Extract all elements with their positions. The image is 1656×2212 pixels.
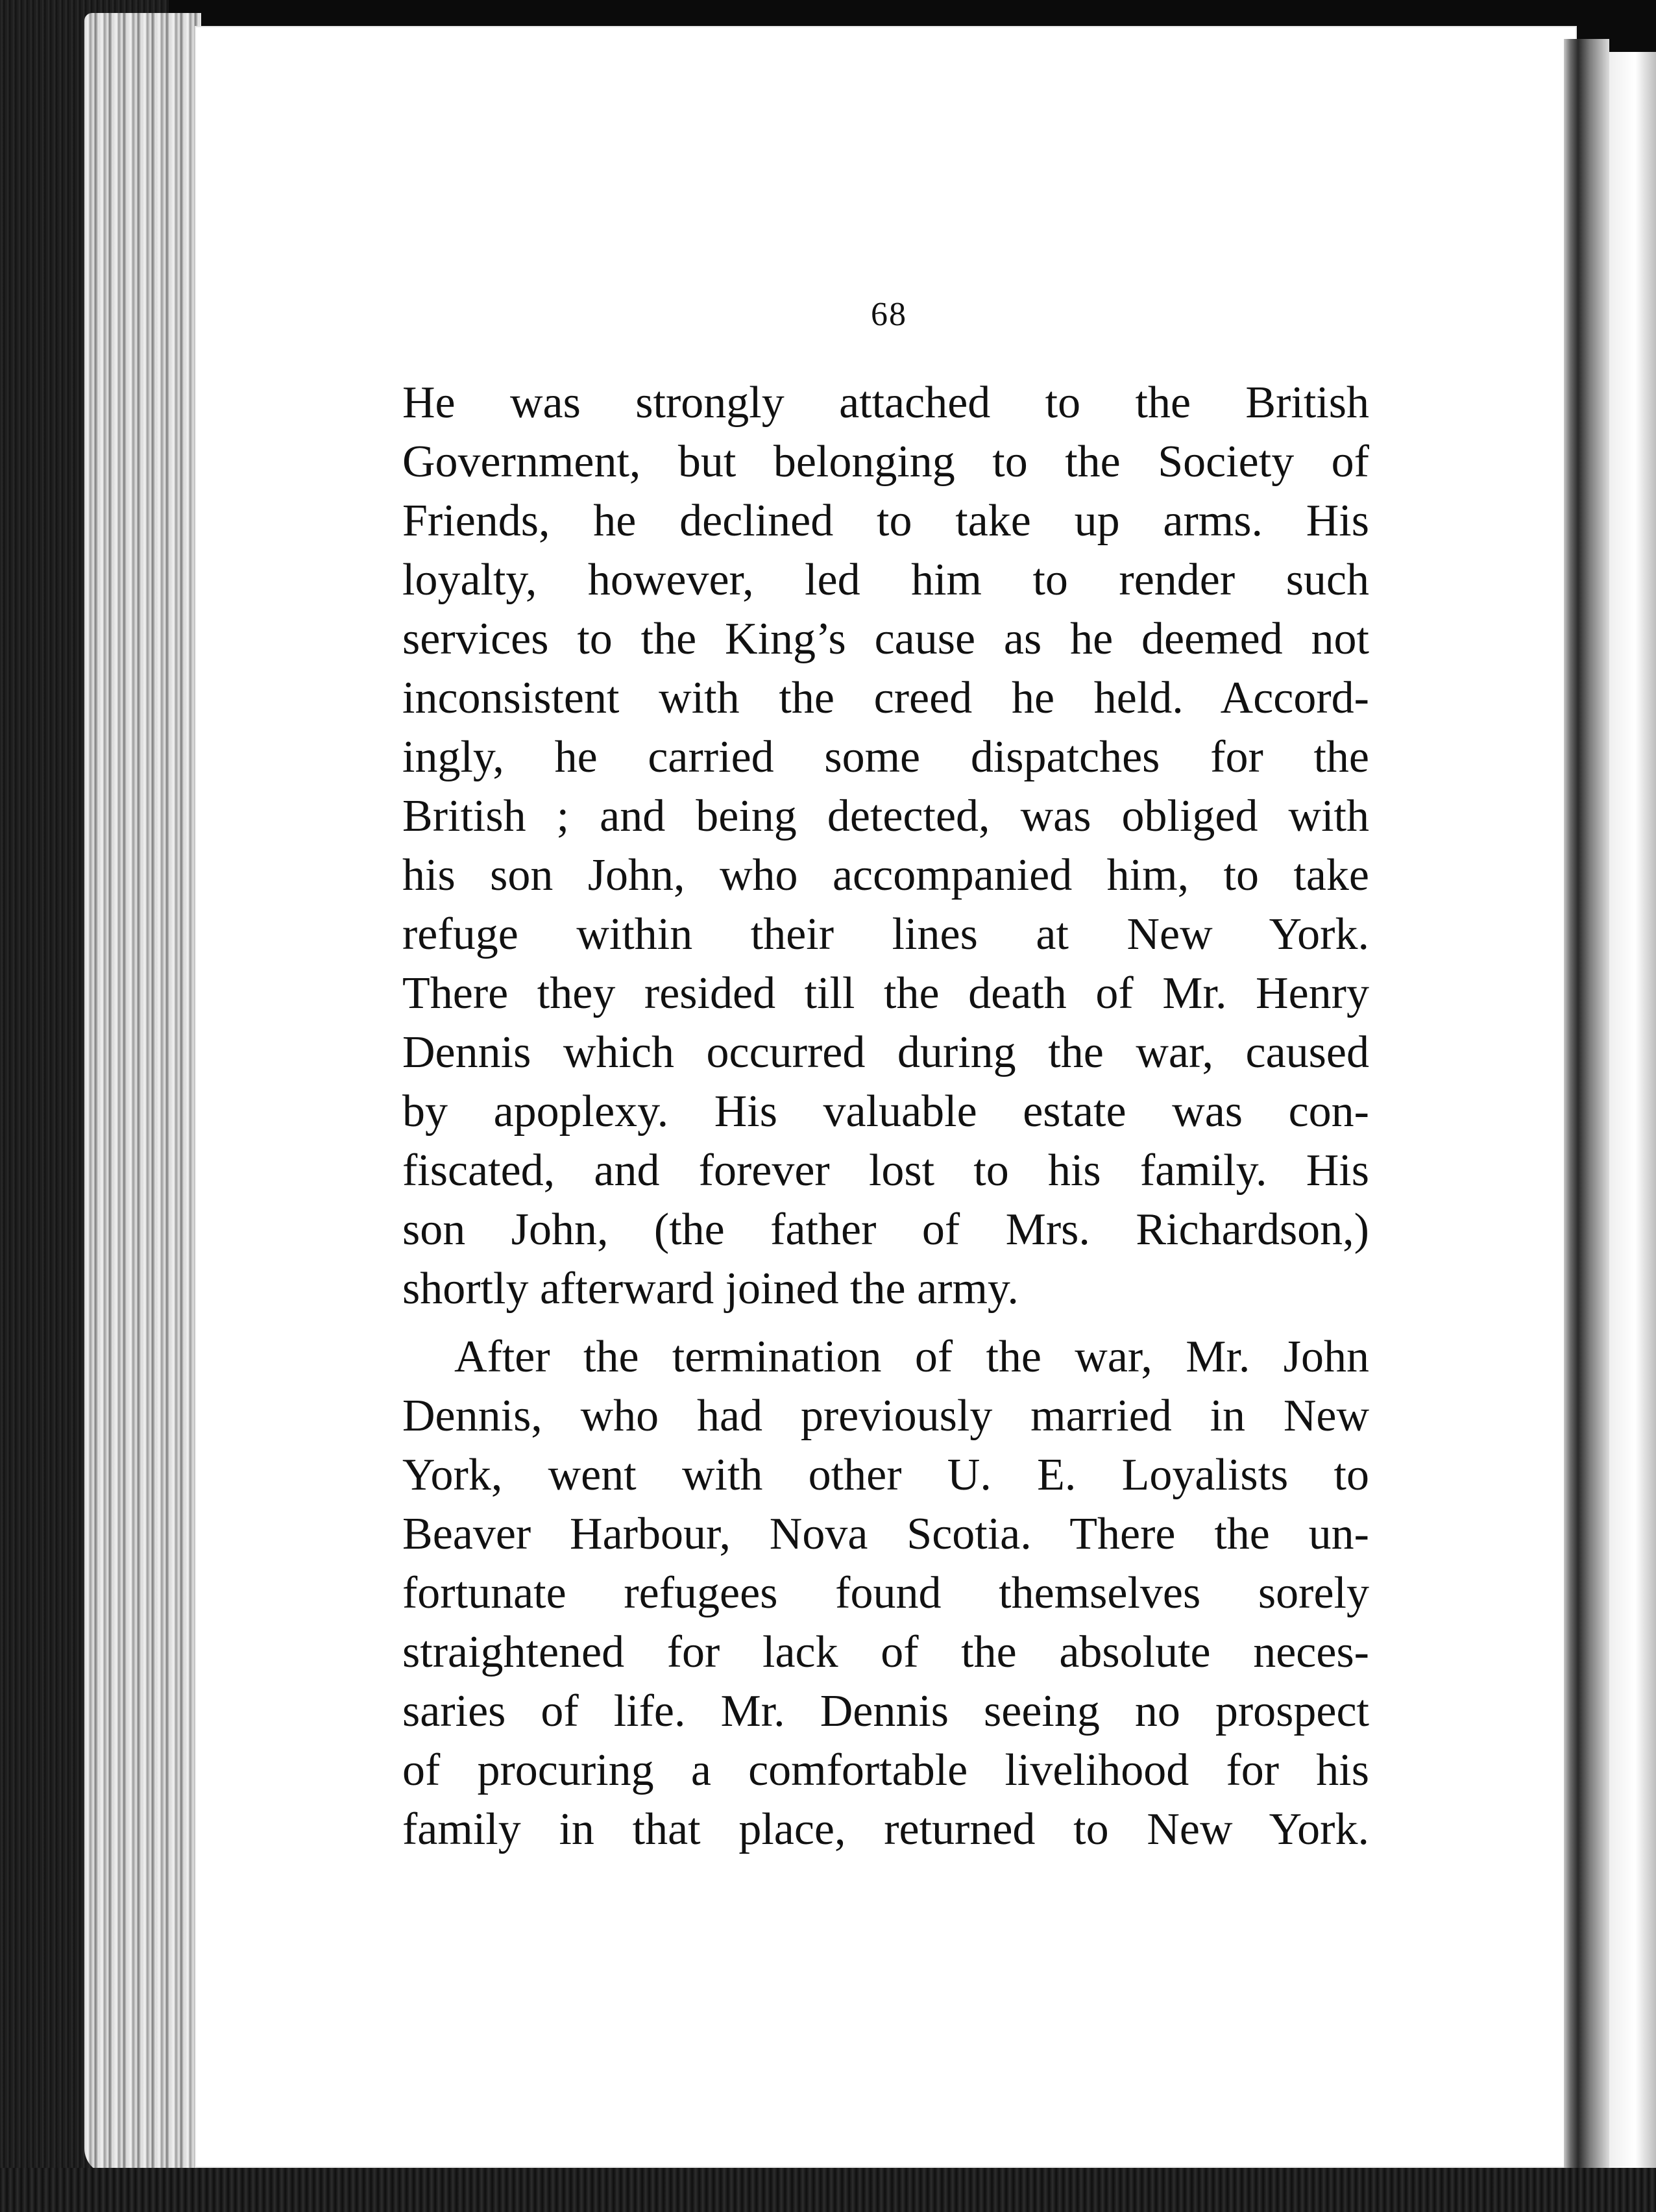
text-line: saries of life. Mr. Dennis seeing no prospect: [402, 1686, 1369, 1736]
page-number: 68: [871, 296, 907, 333]
text-line: York, went with other U. E. Loyalists to: [402, 1450, 1369, 1500]
text-line: Dennis which occurred during the war, caused: [402, 1027, 1369, 1077]
text-line: Dennis, who had previously married in New: [402, 1391, 1369, 1441]
text-line: by apoplexy. His valuable estate was con-: [402, 1087, 1369, 1137]
page-edges: [84, 13, 201, 2174]
text-line: He was strongly attached to the British: [402, 378, 1369, 428]
text-line: inconsistent with the creed he held. Accord-: [402, 673, 1369, 723]
body-text: [402, 373, 1369, 1859]
text-line: fortunate refugees found themselves sorely: [402, 1568, 1369, 1618]
page-gutter: [1564, 39, 1609, 2168]
text-line: of procuring a comfortable livelihood for his: [402, 1745, 1369, 1795]
text-line: his son John, who accompanied him, to take: [402, 850, 1369, 900]
text-line: After the termination of the war, Mr. John: [454, 1332, 1369, 1382]
text-line: refuge within their lines at New York.: [402, 909, 1369, 959]
text-line: ingly, he carried some dispatches for the: [402, 732, 1369, 782]
text-line: Friends, he declined to take up arms. His: [402, 496, 1369, 546]
text-line: loyalty, however, led him to render such: [402, 555, 1369, 605]
facing-page-edge: [1609, 52, 1656, 2194]
paragraph-2: [402, 1327, 1369, 1859]
bottom-binding: [0, 2168, 1656, 2212]
text-line: Beaver Harbour, Nova Scotia. There the un-: [402, 1509, 1369, 1559]
text-line: Government, but belonging to the Society of: [402, 437, 1369, 487]
text-line: fiscated, and forever lost to his family. His: [402, 1146, 1369, 1196]
text-line: family in that place, returned to New York.: [402, 1804, 1369, 1854]
text-line: There they resided till the death of Mr. Henry: [402, 968, 1369, 1018]
text-line: son John, (the father of Mrs. Richardson,): [402, 1205, 1369, 1255]
paragraph-1: [402, 373, 1369, 1318]
paragraph-gap: [402, 1318, 1369, 1327]
text-line: shortly afterward joined the army.: [402, 1264, 1019, 1314]
text-line: straightened for lack of the absolute neces-: [402, 1627, 1369, 1677]
text-line: services to the King’s cause as he deemed not: [402, 614, 1369, 664]
text-line: British ; and being detected, was obliged with: [402, 791, 1369, 841]
